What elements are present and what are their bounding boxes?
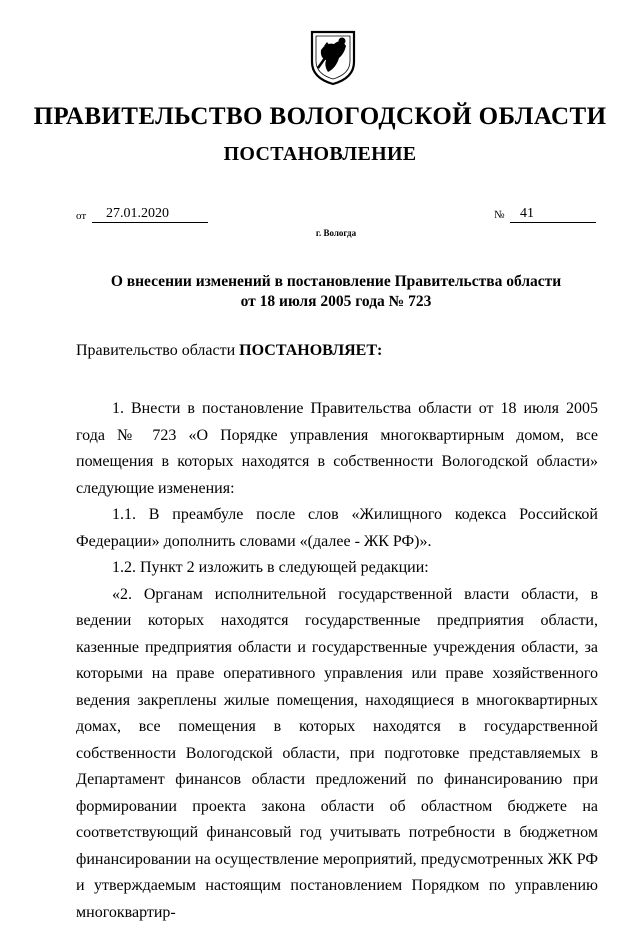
paragraph-1-1: 1.1. В преамбуле после слов «Жилищного кодекса Российской Федерации» дополнить словами «(далее - ЖК РФ)». xyxy=(76,502,598,555)
document-subject xyxy=(0,272,640,312)
paragraph-1-2: 1.2. Пункт 2 изложить в следующей редакции: xyxy=(76,555,598,582)
decree-statement xyxy=(76,342,382,360)
document-type-title: ПОСТАНОВЛЕНИЕ xyxy=(0,143,640,166)
paragraph-quote-2: «2. Органам исполнительной государственной власти области, в ведении которых находятся государственные предприятия области, казенные предприятия области и государственные учреждения области, за которыми на праве оперативного управления или праве хозяйственного ведения закреплены жилые помещения, находящиеся в многоквартирных домах, все помещения в которых находятся в государственной собственности Вологодской области, при подготовке представляемых в Департамент финансов области предложений по финансированию при формировании проекта закона области об областном бюджете на соответствующий финансовый год учитывать потребности в бюджетном финансировании на осуществление мероприятий, предусмотренных ЖК РФ и утверждаемым настоящим постановлением Порядком по управлению многоквартир- xyxy=(76,582,598,926)
document-body xyxy=(76,396,598,926)
organization-title: ПРАВИТЕЛЬСТВО ВОЛОГОДСКОЙ ОБЛАСТИ xyxy=(0,103,640,131)
subject-line-1: О внесении изменений в постановление Правительства области xyxy=(0,272,640,292)
decree-emphasis: ПОСТАНОВЛЯЕТ: xyxy=(239,342,382,359)
document-date: 27.01.2020 xyxy=(92,205,208,223)
subject-line-2: от 18 июля 2005 года № 723 xyxy=(0,292,640,312)
number-prefix: № xyxy=(494,209,505,221)
city-label: г. Вологда xyxy=(0,228,640,238)
paragraph-1: 1. Внести в постановление Правительства области от 18 июля 2005 года № 723 «О Порядке управления многоквартирным домом, все помещения в которых находятся в собственности Вологодской области» следующие изменения: xyxy=(76,396,598,502)
decree-text: Правительство области xyxy=(76,342,239,359)
date-prefix: от xyxy=(76,210,86,222)
document-number: 41 xyxy=(510,205,596,223)
coat-of-arms-icon xyxy=(306,28,360,86)
